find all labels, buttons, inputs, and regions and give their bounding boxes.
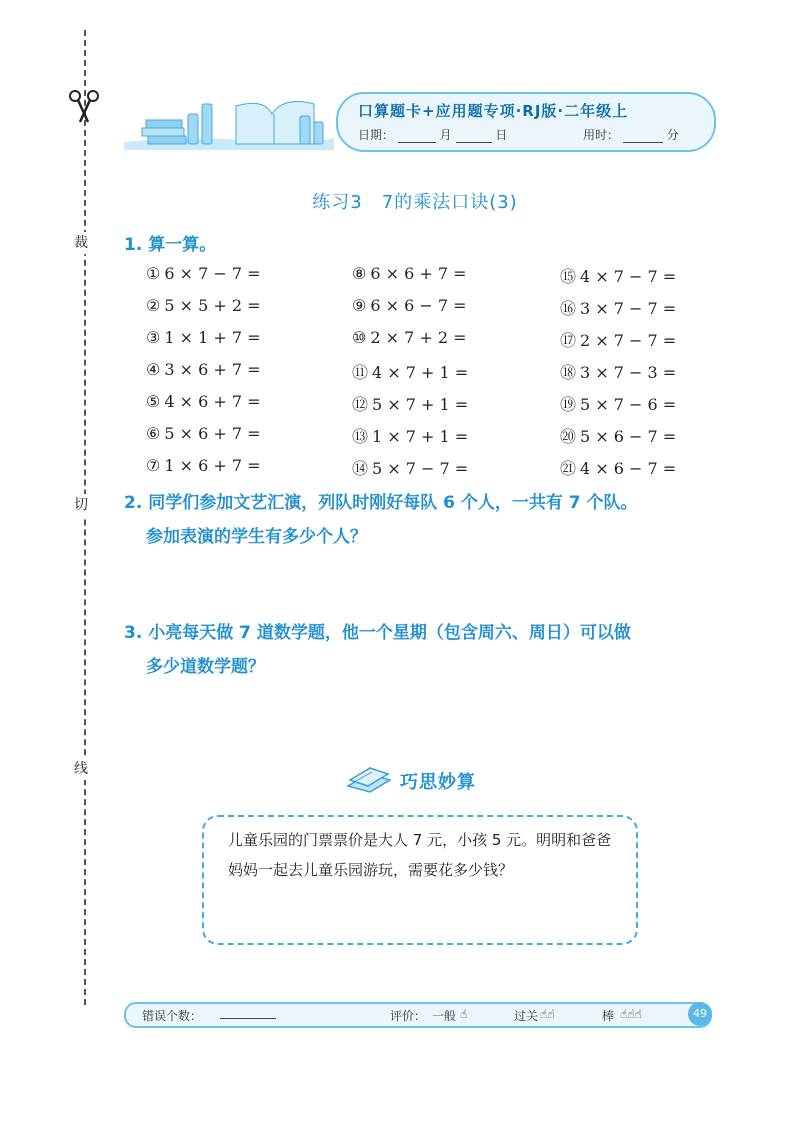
problem-item [560, 328, 676, 351]
problem-item [352, 424, 468, 447]
problem-expression: 6 × 7 − 7 = [164, 264, 261, 283]
problem-expression: 5 × 6 − 7 = [580, 427, 677, 446]
page-number: 49 [688, 1002, 712, 1026]
problem-expression: 2 × 7 + 2 = [370, 328, 467, 347]
problem-number: ④ [146, 360, 161, 379]
problem-number: ⑪ [352, 363, 369, 382]
problem-expression: 5 × 5 + 2 = [164, 296, 261, 315]
problem-item [146, 456, 261, 475]
problem-item [560, 456, 676, 479]
problem-number: ⑦ [146, 456, 161, 475]
footer-bar: 错误个数： 评价： 一般 ☝ 过关 ☝☝ 棒 ☝☝☝ [124, 1002, 712, 1028]
problem-item [146, 392, 261, 411]
problem-expression: 3 × 7 − 7 = [580, 299, 677, 318]
problem-item [560, 424, 676, 447]
problem-item [560, 296, 676, 319]
problem-expression: 4 × 7 + 1 = [372, 363, 469, 382]
problem-number: ⑬ [352, 427, 369, 446]
month-blank[interactable] [398, 142, 436, 143]
q1-heading: 1. 算一算。 [124, 235, 217, 255]
problem-number: ② [146, 296, 161, 315]
bonus-heading: 巧思妙算 [344, 762, 504, 798]
problem-expression: 2 × 7 − 7 = [580, 331, 677, 350]
header [124, 92, 714, 150]
problem-expression: 5 × 7 − 6 = [580, 395, 677, 414]
problem-expression: 4 × 6 − 7 = [580, 459, 677, 478]
problem-item [146, 328, 261, 347]
books-stack-icon [344, 764, 394, 794]
problem-number: ⑤ [146, 392, 161, 411]
problem-expression: 4 × 7 − 7 = [580, 267, 677, 286]
problem-number: ㉑ [560, 459, 577, 478]
problem-expression: 5 × 6 + 7 = [164, 424, 261, 443]
problem-number: ① [146, 264, 161, 283]
bonus-problem-box [202, 815, 638, 945]
problem-item [146, 264, 261, 283]
q3-question: 3. 小亮每天做 7 道数学题，他一个星期（包含周六、周日）可以做 多少道数学题？ [124, 623, 631, 677]
problem-expression: 1 × 1 + 7 = [164, 328, 261, 347]
problem-item [352, 328, 467, 347]
problem-number: ⑫ [352, 395, 369, 414]
problem-expression: 5 × 7 − 7 = [372, 459, 469, 478]
problem-item [146, 296, 261, 315]
problem-item [352, 264, 467, 283]
problem-number: ⑲ [560, 395, 577, 414]
problem-item [352, 392, 468, 415]
book-title: 口算题卡+应用题专项·RJ版·二年级上 [358, 102, 629, 120]
problem-number: ⑯ [560, 299, 577, 318]
problem-item [560, 264, 676, 287]
problem-item [146, 424, 261, 443]
time-blank[interactable] [623, 142, 663, 143]
problem-item [352, 296, 467, 315]
problem-number: ⑥ [146, 424, 161, 443]
problem-number: ⑨ [352, 296, 367, 315]
problem-number: ⑧ [352, 264, 367, 283]
problem-expression: 1 × 7 + 1 = [372, 427, 469, 446]
problem-expression: 4 × 6 + 7 = [164, 392, 261, 411]
problem-expression: 3 × 6 + 7 = [164, 360, 261, 379]
problem-number: ⑩ [352, 328, 367, 347]
day-blank[interactable] [456, 142, 492, 143]
problem-item [352, 456, 468, 479]
problem-expression: 3 × 7 − 3 = [580, 363, 677, 382]
books-illustration-icon [124, 92, 334, 150]
q2-question: 2. 同学们参加文艺汇演，列队时刚好每队 6 个人，一共有 7 个队。 参加表演的学生有多少个人？ [124, 493, 638, 547]
thumbs-great-icon[interactable]: ☝☝☝ [620, 1007, 642, 1021]
problem-expression: 1 × 6 + 7 = [164, 456, 261, 475]
date-time-fields: 日期： 月 日 用时： 分 [358, 128, 679, 142]
problem-number: ⑱ [560, 363, 577, 382]
problem-expression: 6 × 6 + 7 = [370, 264, 467, 283]
thumbs-pass-icon[interactable]: ☝☝ [540, 1007, 555, 1021]
errors-blank[interactable] [220, 1018, 276, 1019]
problem-expression: 5 × 7 + 1 = [372, 395, 469, 414]
problem-number: ③ [146, 328, 161, 347]
problem-number: ⑭ [352, 459, 369, 478]
problem-item [560, 392, 676, 415]
bonus-problem-text: 儿童乐园的门票票价是大人 7 元，小孩 5 元。明明和爸爸妈妈一起去儿童乐园游玩，需要花多少钱？ [228, 831, 612, 879]
problem-expression: 6 × 6 − 7 = [370, 296, 467, 315]
page-title: 练习3 7的乘法口诀(3) [312, 192, 518, 213]
cut-mark-qie: 切 [74, 494, 88, 516]
problem-item [560, 360, 676, 383]
problem-item [146, 360, 261, 379]
problem-number: ⑰ [560, 331, 577, 350]
problem-item [352, 360, 468, 383]
header-banner [336, 92, 716, 152]
cut-line [84, 30, 86, 1005]
problem-number: ⑳ [560, 427, 577, 446]
scissors-icon [66, 88, 102, 124]
thumb-icon[interactable]: ☝ [460, 1007, 468, 1021]
cut-mark-cai: 裁 [74, 232, 88, 254]
problem-number: ⑮ [560, 267, 577, 286]
cut-mark-xian: 线 [74, 758, 88, 780]
